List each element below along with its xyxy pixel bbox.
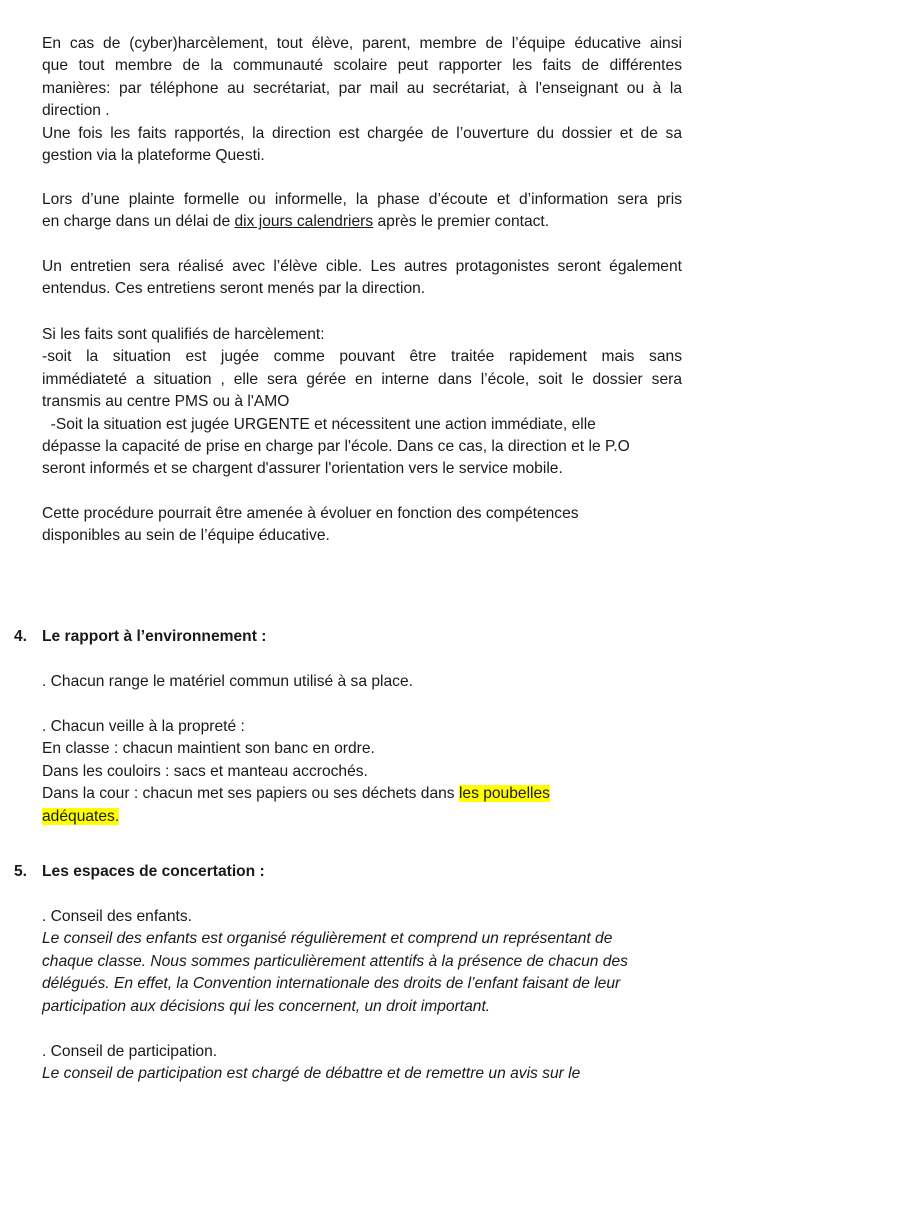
section-number: 4. <box>14 628 28 645</box>
text-line: dépasse la capacité de prise en charge par l'école. Dans ce cas, la direction et le P.O <box>42 438 630 456</box>
text-line: -soit la situation est jugée comme pouvant être traitée rapidement mais sans <box>42 348 682 366</box>
text-line: entendus. Ces entretiens seront menés par la direction. <box>42 280 426 298</box>
text-line <box>42 211 682 233</box>
italic-line: chaque classe. Nous sommes particulièrement attentifs à la présence de chacun des <box>42 952 628 970</box>
text-line: -Soit la situation est jugée URGENTE et nécessitent une action immédiate, elle <box>42 415 596 433</box>
text-line: transmis au centre PMS ou à l'AMO <box>42 393 290 411</box>
text-line: . Conseil des enfants. <box>42 908 192 925</box>
entretien-paragraph <box>42 256 682 301</box>
italic-line: participation aux décisions qui les concernent, un droit important. <box>42 997 491 1015</box>
italic-line: Le conseil de participation est chargé de débattre et de remettre un avis sur le <box>42 1065 581 1083</box>
text-line: Dans les couloirs : sacs et manteau accrochés. <box>42 762 368 780</box>
text-line: Si les faits sont qualifiés de harcèlement: <box>42 326 325 343</box>
text-line: . Chacun veille à la propreté : <box>42 718 245 735</box>
text-fragment: après le premier contact. <box>373 213 550 231</box>
text-line: Lors d’une plainte formelle ou informelle, la phase d’écoute et d’information sera pris <box>42 191 682 208</box>
text-line: que tout membre de la communauté scolaire peut rapporter les faits de différentes <box>42 57 682 75</box>
text-line: direction . <box>42 102 110 120</box>
text-line: gestion via la plateforme Questi. <box>42 147 265 165</box>
text-line: seront informés et se chargent d'assurer l'orientation vers le service mobile. <box>42 460 563 478</box>
text-line <box>42 783 682 805</box>
conseil-participation-paragraph <box>42 1041 682 1086</box>
text-line: En classe : chacun maintient son banc en ordre. <box>42 740 375 758</box>
text-line: Une fois les faits rapportés, la direction est chargée de l’ouverture du dossier et de sa <box>42 124 682 142</box>
underlined-delay: dix jours calendriers <box>234 213 374 231</box>
text-fragment: en charge dans un délai de <box>42 213 235 231</box>
italic-line: Le conseil des enfants est organisé régulièrement et comprend un représentant de <box>42 930 613 948</box>
highlighted-text: les poubelles <box>458 785 550 803</box>
text-line: immédiateté a situation , elle sera gérée en interne dans l’école, soit le dossier sera <box>42 370 682 388</box>
rangement-paragraph <box>42 671 682 693</box>
text-line: En cas de (cyber)harcèlement, tout élève, parent, membre de l’équipe éducative ainsi <box>42 35 682 52</box>
plainte-paragraph <box>42 189 682 234</box>
text-line: manières: par téléphone au secrétariat, par mail au secrétariat, à l'enseignant ou à la <box>42 79 682 97</box>
section-title: Les espaces de concertation : <box>42 863 265 880</box>
conseil-enfants-paragraph <box>42 906 682 1018</box>
highlighted-text: adéquates. <box>42 807 120 825</box>
faits-paragraph <box>42 324 682 481</box>
text-fragment: Dans la cour : chacun met ses papiers ou ses déchets dans <box>42 785 459 803</box>
italic-line: délégués. En effet, la Convention internationale des droits de l’enfant faisant de leur <box>42 975 621 993</box>
text-line <box>42 806 682 828</box>
section-title: Le rapport à l’environnement : <box>42 628 267 645</box>
text-line: Un entretien sera réalisé avec l’élève cible. Les autres protagonistes seront également <box>42 258 682 275</box>
text-line: disponibles au sein de l’équipe éducative. <box>42 527 330 545</box>
section-number: 5. <box>14 863 28 880</box>
intro-paragraph <box>42 33 682 167</box>
text-line: . Chacun range le matériel commun utilisé à sa place. <box>42 673 413 690</box>
proprete-paragraph <box>42 716 682 828</box>
procedure-paragraph <box>42 503 682 548</box>
text-line: Cette procédure pourrait être amenée à évoluer en fonction des compétences <box>42 505 579 522</box>
text-line: . Conseil de participation. <box>42 1043 218 1060</box>
